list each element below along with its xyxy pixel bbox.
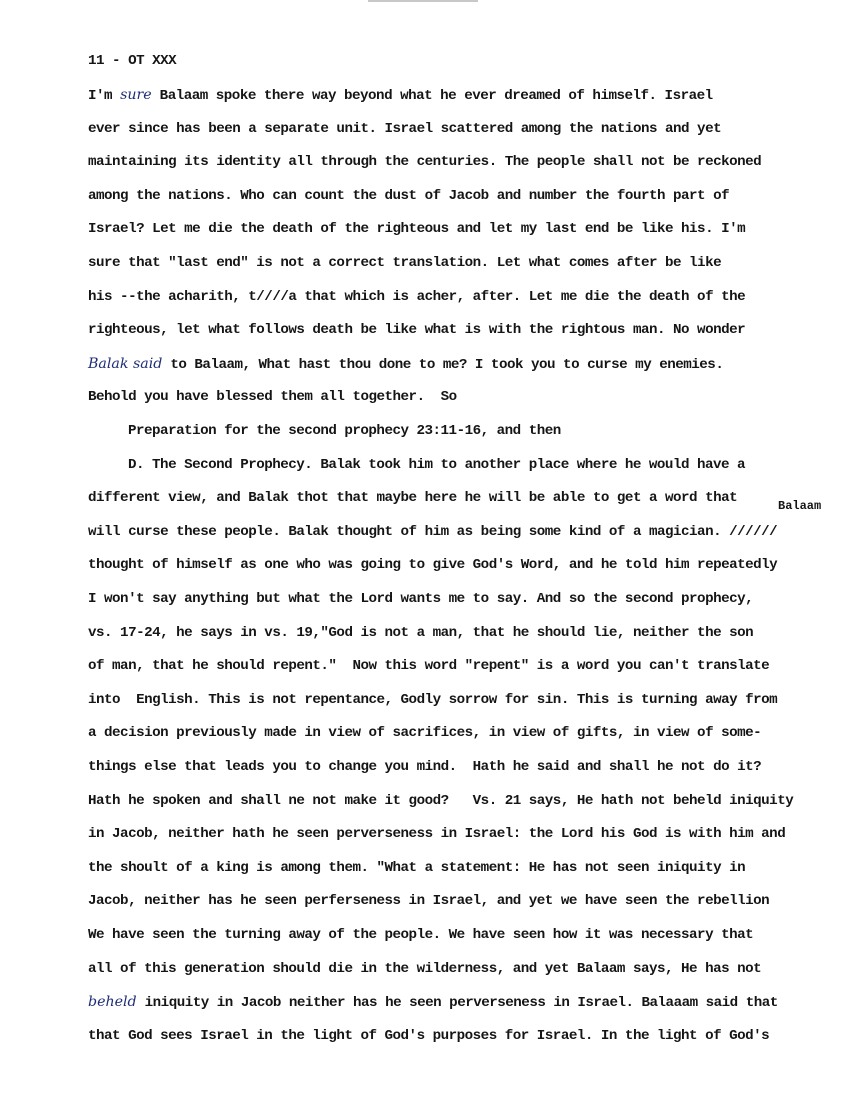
text-line [88, 993, 778, 1012]
typed-text: all of this generation should die in the wilderness, and yet Balaam says, He has not [88, 960, 762, 977]
typed-text: I won't say anything but what the Lord wants me to say. And so the second prophecy, [88, 591, 754, 607]
typed-text: Behold you have blessed them all together. So [88, 389, 457, 406]
text-line [88, 926, 753, 944]
typed-text: ever since has been a separate unit. Israel scattered among the nations and yet [88, 120, 722, 137]
text-line [88, 388, 457, 406]
typed-text: things else that leads you to change you mind. Hath he said and shall he not do it? [88, 759, 762, 775]
text-line [88, 355, 723, 374]
text-line [88, 523, 777, 541]
text-line [88, 187, 729, 205]
typed-text: Preparation for the second prophecy 23:11-16, and then [128, 423, 561, 439]
text-line [88, 657, 769, 675]
text-line [88, 254, 721, 272]
typed-text: Balaam spoke there way beyond what he ever dreamed of himself. Israel [151, 88, 713, 104]
typed-text: I'm [88, 88, 121, 104]
typed-text: in Jacob, neither hath he seen perverseness in Israel: the Lord his God is with him and [88, 826, 786, 843]
typed-text: maintaining its identity all through the centuries. The people shall not be reckoned [88, 154, 762, 171]
text-line [88, 892, 769, 910]
typed-text: that God sees Israel in the light of God's purposes for Israel. In the light of God's [88, 1027, 770, 1044]
typed-text: into English. This is not repentance, Godly sorrow for sin. This is turning away from [88, 691, 778, 708]
text-line [88, 220, 745, 238]
typed-text: vs. 17-24, he says in vs. 19,"God is not a man, that he should lie, neither the son [88, 624, 754, 641]
text-line [88, 590, 753, 608]
text-line [88, 86, 713, 105]
typed-text: among the nations. Who can count the dust of Jacob and number the fourth part of [88, 187, 730, 204]
text-line [88, 691, 777, 709]
typed-text: different view, and Balak thot that maybe here he will be able to get a word that [88, 490, 738, 507]
typed-text: thought of himself as one who was going to give God's Word, and he told him repeatedly [88, 557, 778, 574]
typed-text: Jacob, neither has he seen perferseness in Israel, and yet we have seen the rebellion [88, 893, 770, 910]
text-line [88, 825, 785, 843]
handwritten-annotation: sure [120, 87, 152, 103]
typed-text: will curse these people. Balak thought of him as being some kind of a magician. ////// [88, 523, 778, 540]
page-header: 11 - OT XXX [88, 53, 177, 69]
typed-text: sure that "last end" is not a correct translation. Let what comes after be like [88, 255, 722, 271]
text-line [88, 288, 745, 306]
typed-text: D. The Second Prophecy. Balak took him to another place where he would have a [128, 456, 746, 473]
typed-text: his --the acharith, t////a that which is acher, after. Let me die the death of the [88, 288, 746, 305]
typed-text: of man, that he should repent." Now this word "repent" is a word you can't translate [88, 658, 770, 675]
text-line [88, 792, 793, 810]
typed-text: righteous, let what follows death be like what is with the rightous man. No wonder [88, 322, 746, 339]
text-line [88, 153, 761, 171]
text-line [88, 1027, 769, 1045]
text-line [88, 960, 761, 978]
text-line [88, 489, 737, 507]
typed-text: iniquity in Jacob neither has he seen perverseness in Israel. Balaaam said that [136, 995, 778, 1012]
typed-text: We have seen the turning away of the people. We have seen how it was necessary that [88, 927, 754, 943]
typed-text: a decision previously made in view of sacrifices, in view of gifts, in view of some- [88, 725, 762, 742]
handwritten-annotation: Balak said [88, 355, 163, 372]
scan-top-mark [368, 0, 478, 2]
handwritten-annotation: beheld [88, 994, 137, 1011]
text-line [88, 120, 721, 138]
margin-note: Balaam [778, 499, 822, 513]
text-line [88, 624, 753, 642]
typed-text: the shoult of a king is among them. "What a statement: He has not seen iniquity in [88, 859, 746, 876]
text-line [88, 724, 761, 742]
text-line [88, 859, 745, 877]
typed-text: Hath he spoken and shall ne not make it good? Vs. 21 says, He hath not beheld iniquity [88, 792, 794, 809]
text-line [88, 321, 745, 339]
typed-text: Israel? Let me die the death of the righteous and let my last end be like his. I'm [88, 221, 746, 238]
text-line [128, 422, 561, 440]
text-line [128, 456, 745, 474]
typed-text: to Balaam, What hast thou done to me? I took you to curse my enemies. [162, 356, 724, 373]
text-line [88, 556, 777, 574]
text-line [88, 758, 761, 776]
